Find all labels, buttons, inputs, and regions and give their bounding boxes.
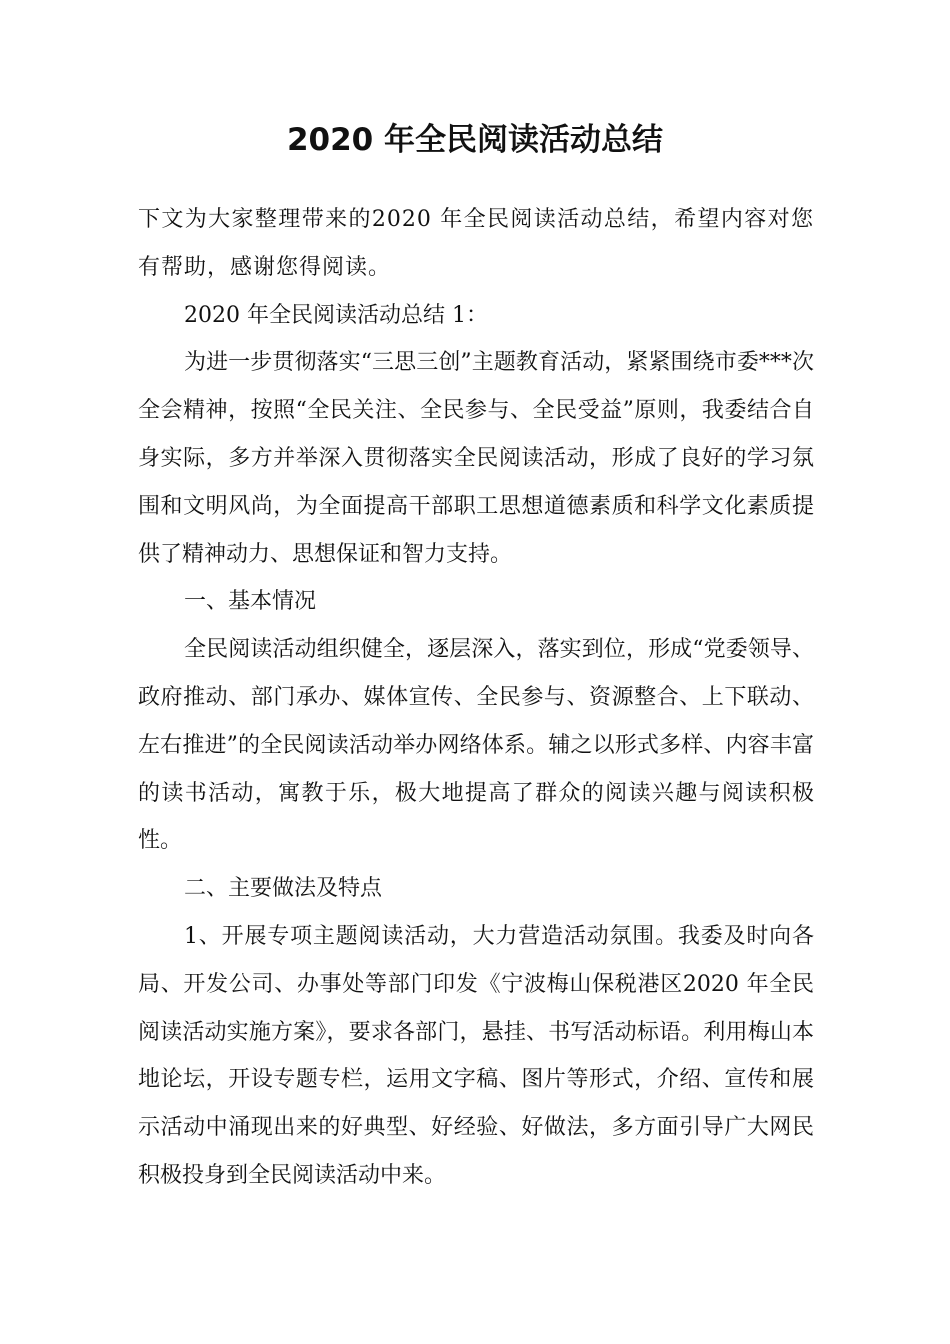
section-heading-main-practices: 二、主要做法及特点 — [184, 876, 383, 902]
section-heading-basic-situation: 一、基本情况 — [184, 589, 317, 615]
intro-paragraph: 下文为大家整理带来的2020 年全民阅读活动总结，希望内容对您有帮助，感谢您得阅读。 — [138, 207, 814, 280]
body-paragraph: 全民阅读活动组织健全，逐层深入，落实到位，形成“党委领导、政府推动、部门承办、媒体宣传、全民参与、资源整合、上下联动、左右推进”的全民阅读活动举办网络体系。辅之以形式多样、内容丰富的读书活动，寓教于乐，极大地提高了群众的阅读兴趣与阅读积极性。 — [138, 637, 814, 854]
section-heading-summary-1: 2020 年全民阅读活动总结 1： — [184, 302, 488, 328]
body-paragraph: 为进一步贯彻落实“三思三创”主题教育活动，紧紧围绕市委***次全会精神，按照“全民关注、全民参与、全民受益”原则，我委结合自身实际，多方并举深入贯彻落实全民阅读活动，形成了良好的学习氛围和文明风尚，为全面提高干部职工思想道德素质和科学文化素质提供了精神动力、思想保证和智力支持。 — [138, 350, 814, 567]
body-paragraph: 1、开展专项主题阅读活动，大力营造活动氛围。我委及时向各局、开发公司、办事处等部门印发《宁波梅山保税港区2020 年全民阅读活动实施方案》，要求各部门，悬挂、书写活动标语。利用梅山本地论坛，开设专题专栏，运用文字稿、图片等形式，介绍、宣传和展示活动中涌现出来的好典型、好经验、好做法，多方面引导广大网民积极投身到全民阅读活动中来。 — [138, 923, 814, 1188]
document-body — [138, 196, 814, 1200]
document-title: 2020 年全民阅读活动总结 — [286, 122, 664, 158]
